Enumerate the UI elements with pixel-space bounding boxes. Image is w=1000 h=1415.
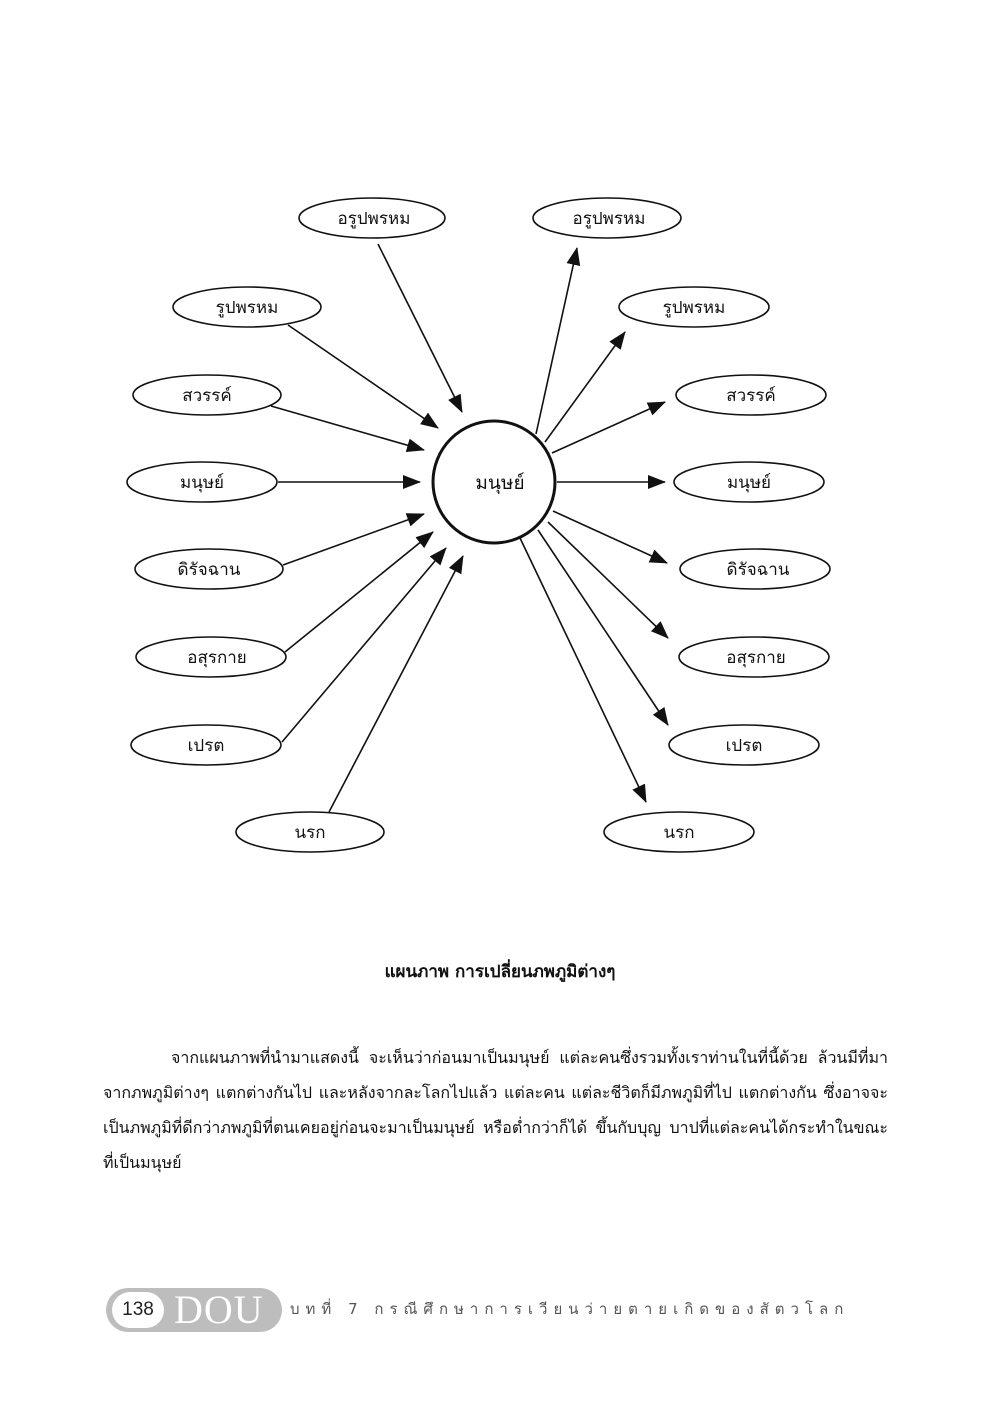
node-label: มนุษย์ bbox=[727, 473, 771, 493]
figure-caption: แผนภาพ การเปลี่ยนภพภูมิต่างๆ bbox=[384, 962, 616, 982]
node-left-rupa bbox=[173, 287, 321, 327]
chapter-title: บทที่ 7 กรณีศึกษาการเวียนว่ายตายเกิดของสัตวโลก bbox=[290, 1300, 850, 1318]
arrow-in-ghost bbox=[282, 548, 446, 742]
left-nodes bbox=[127, 198, 445, 852]
arrow-out-ghost bbox=[538, 530, 668, 725]
node-left-human bbox=[127, 462, 277, 502]
dou-logo: DOU bbox=[174, 1287, 264, 1332]
node-label: นรก bbox=[294, 823, 326, 843]
arrow-out-hell bbox=[520, 538, 646, 802]
node-label: ดิรัจฉาน bbox=[726, 560, 790, 580]
node-left-hell bbox=[236, 812, 384, 852]
outgoing-arrows bbox=[520, 248, 668, 802]
node-label: รูปพรหม bbox=[662, 298, 726, 318]
arrow-out-animal bbox=[553, 511, 667, 563]
node-label: เปรต bbox=[187, 736, 225, 756]
node-right-heaven bbox=[676, 375, 826, 415]
incoming-arrows bbox=[271, 244, 463, 812]
node-left-arupa bbox=[299, 198, 445, 238]
page-number: 138 bbox=[112, 1292, 164, 1328]
arrow-in-asura bbox=[285, 532, 433, 652]
center-node bbox=[433, 421, 555, 543]
node-label: มนุษย์ bbox=[180, 473, 224, 493]
node-right-animal bbox=[680, 549, 830, 589]
node-right-ghost bbox=[669, 725, 819, 765]
center-label: มนุษย์ bbox=[475, 472, 525, 494]
node-label: สวรรค์ bbox=[182, 386, 232, 406]
body-paragraph bbox=[103, 1040, 888, 1180]
arrow-in-arupa bbox=[378, 244, 462, 412]
node-left-animal bbox=[135, 549, 283, 589]
node-right-human bbox=[674, 462, 824, 502]
paragraph-text: จากแผนภาพที่นำมาแสดงนี้ จะเห็นว่าก่อนมาเป็นมนุษย์ แต่ละคนซึ่งรวมทั้งเราท่านในที่นี้ด้วย ล้วนมีที่มาจากภพภูมิต่างๆ แตกต่างกันไป และหลังจากละโลกไปแล้ว แต่ละคน แต่ละชีวิตก็มีภพภูมิที่ไป แตกต่างกัน ซึ่งอาจจะเป็นภพภูมิที่ดีกว่าภพภูมิที่ตนเคยอยู่ก่อนจะมาเป็นมนุษย์ หรือต่ำกว่าก็ได้ ขึ้นกับบุญ บาปที่แต่ละคนได้กระทำในขณะที่เป็นมนุษย์ bbox=[103, 1048, 888, 1172]
node-label: เปรต bbox=[725, 736, 763, 756]
arrow-in-heaven bbox=[271, 406, 424, 450]
node-left-asura bbox=[136, 637, 286, 677]
right-nodes bbox=[533, 198, 830, 852]
node-label: สวรรค์ bbox=[726, 386, 776, 406]
node-left-heaven bbox=[133, 375, 281, 415]
node-right-asura bbox=[679, 637, 829, 677]
node-label: นรก bbox=[663, 823, 695, 843]
arrow-in-hell bbox=[329, 556, 463, 812]
footer-badge bbox=[106, 1288, 282, 1332]
node-label: ดิรัจฉาน bbox=[177, 560, 241, 580]
node-label: รูปพรหม bbox=[215, 298, 279, 318]
node-left-ghost bbox=[131, 725, 281, 765]
node-label: อรูปพรหม bbox=[572, 209, 646, 229]
node-right-hell bbox=[604, 812, 754, 852]
node-label: อสุรกาย bbox=[726, 648, 786, 668]
node-label: อรูปพรหม bbox=[337, 209, 411, 229]
node-label: อสุรกาย bbox=[187, 648, 247, 668]
arrow-out-asura bbox=[548, 522, 668, 638]
node-right-rupa bbox=[619, 287, 769, 327]
page-footer bbox=[106, 1288, 906, 1332]
node-right-arupa bbox=[533, 198, 681, 238]
arrow-in-rupa bbox=[288, 325, 438, 428]
